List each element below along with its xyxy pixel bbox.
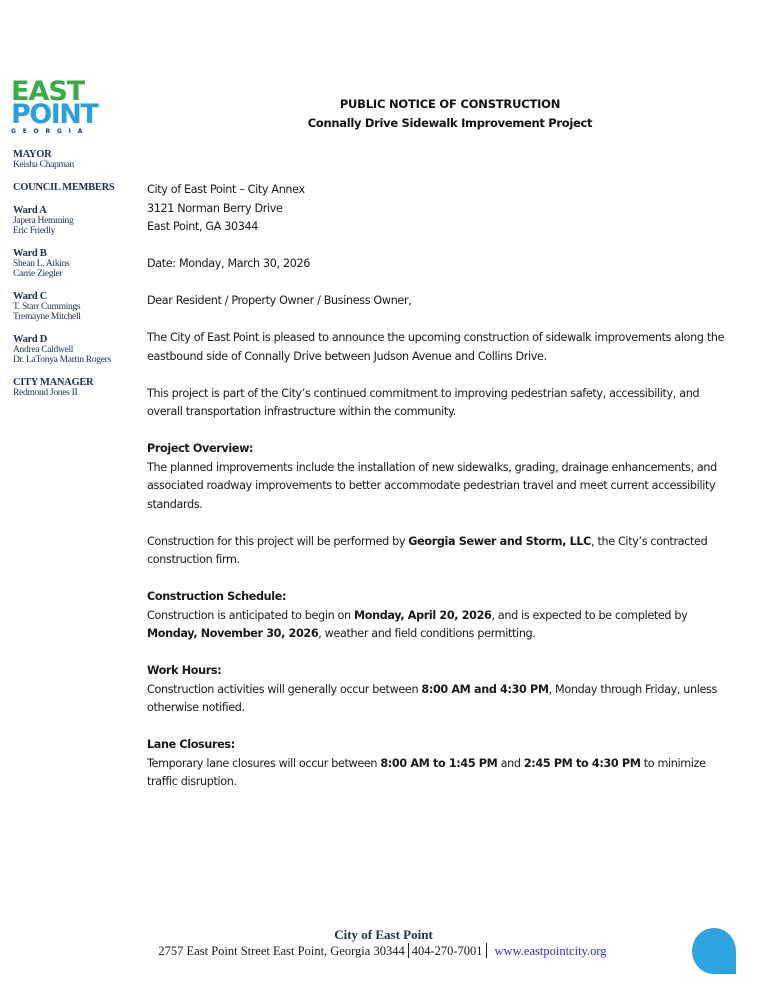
salutation: Dear Resident / Property Owner / Business Owner, [147, 294, 412, 307]
ward-heading: Ward B [13, 247, 47, 259]
hours-text [147, 681, 737, 718]
project-name: Connally Drive Sidewalk Improvement Project [307, 116, 593, 130]
ward-heading: Ward C [13, 290, 48, 302]
ward-c-group [13, 291, 138, 323]
contractor-text: Construction for this project will be performed by [147, 534, 409, 548]
address-line: City of East Point – City Annex [147, 183, 305, 196]
overview-heading: Project Overview: [147, 442, 254, 455]
work-hours: 8:00 AM and 4:30 PM [421, 682, 549, 696]
officials-sidebar [13, 149, 138, 409]
separator [408, 943, 409, 958]
ward-member: T. Starr Cummings [13, 301, 81, 312]
ward-heading: Ward D [13, 333, 48, 345]
letter-date: Date: Monday, March 30, 2026 [147, 257, 311, 270]
ward-member: Shean L. Atkins [13, 258, 70, 269]
mayor-name: Keisha Chapman [13, 160, 74, 170]
website-link[interactable]: www.eastpointcity.org [494, 944, 607, 958]
lanes-heading: Lane Closures: [147, 738, 235, 751]
council-heading: COUNCIL MEMBERS [13, 181, 115, 193]
address-line: 3121 Norman Berry Drive [147, 201, 283, 215]
letter-body [147, 181, 737, 792]
ward-member: Japera Hemming [13, 215, 74, 226]
ward-member: Andrea Caldwell [13, 344, 74, 355]
ward-member: Tremayne Mitchell [13, 312, 81, 322]
schedule-text-part: , and is expected to be completed by [491, 608, 688, 622]
letterhead-footer [0, 927, 768, 959]
ward-member: Dr. LaTonya Martin Rogers [13, 355, 111, 365]
decorative-blob-icon [692, 928, 736, 974]
logo-east-text: EAST [11, 76, 85, 107]
council-heading-group [13, 182, 138, 193]
mayor-group [13, 149, 138, 171]
schedule-heading: Construction Schedule: [147, 590, 287, 603]
schedule-text-part: Construction is anticipated to begin on [147, 608, 354, 622]
city-manager-name: Redmond Jones II [13, 387, 78, 398]
hours-heading: Work Hours: [147, 664, 222, 677]
east-point-logo [11, 76, 101, 135]
lanes-text [147, 755, 737, 792]
intro-paragraph: The City of East Point is pleased to announce the upcoming construction of sidewalk improvements along the eastbound side of Connally Drive between Judson Avenue and Collins Drive. [147, 331, 725, 363]
logo-georgia-text: GEORGIA [11, 128, 90, 135]
start-date: Monday, April 20, 2026 [354, 608, 492, 622]
closure-window-2: 2:45 PM to 4:30 PM [523, 756, 641, 770]
overview-text: The planned improvements include the installation of new sidewalks, grading, drainage enhancements, and associated roadway improvements to better accommodate pedestrian travel and meet current accessibility standards. [147, 460, 717, 511]
logo-point-text: POINT [11, 99, 98, 130]
ward-d-group [13, 334, 138, 366]
contractor-paragraph [147, 533, 737, 570]
city-manager-group [13, 377, 138, 399]
closure-window-1: 8:00 AM to 1:45 PM [380, 756, 498, 770]
footer-title: City of East Point [334, 927, 433, 942]
separator [486, 943, 487, 958]
schedule-text [147, 607, 737, 644]
ward-a-group [13, 205, 138, 237]
hours-text-part: Construction activities will generally occur between [147, 682, 422, 696]
ward-member: Carrie Ziegler [13, 269, 63, 279]
ward-b-group [13, 248, 138, 280]
footer-phone: 404-270-7001 [411, 944, 483, 958]
end-date: Monday, November 30, 2026 [147, 627, 319, 640]
lanes-text-part: and [497, 756, 524, 770]
notice-heading: PUBLIC NOTICE OF CONSTRUCTION [339, 97, 561, 111]
footer-contact-line [0, 943, 768, 959]
notice-title [240, 95, 660, 133]
contractor-text: , the City’s contracted construction firm. [147, 534, 708, 566]
hours-text-part: , Monday through Friday, unless otherwise notified. [147, 682, 717, 714]
contractor-name: Georgia Sewer and Storm, LLC [408, 534, 592, 548]
mayor-heading: MAYOR [13, 149, 52, 160]
schedule-text-part: , weather and field conditions permitting. [318, 627, 536, 640]
ward-member: Eric Friedly [13, 226, 56, 236]
footer-address: 2757 East Point Street East Point, Georgia 30344 [158, 944, 405, 958]
lanes-text-part: to minimize traffic disruption. [147, 756, 706, 788]
commitment-paragraph: This project is part of the City’s continued commitment to improving pedestrian safety, accessibility, and overall transportation infrastructure within the community. [147, 386, 700, 418]
ward-heading: Ward A [13, 204, 47, 216]
lanes-text-part: Temporary lane closures will occur between [147, 756, 381, 770]
address-line: East Point, GA 30344 [147, 220, 259, 233]
city-manager-heading: CITY MANAGER [13, 376, 94, 388]
